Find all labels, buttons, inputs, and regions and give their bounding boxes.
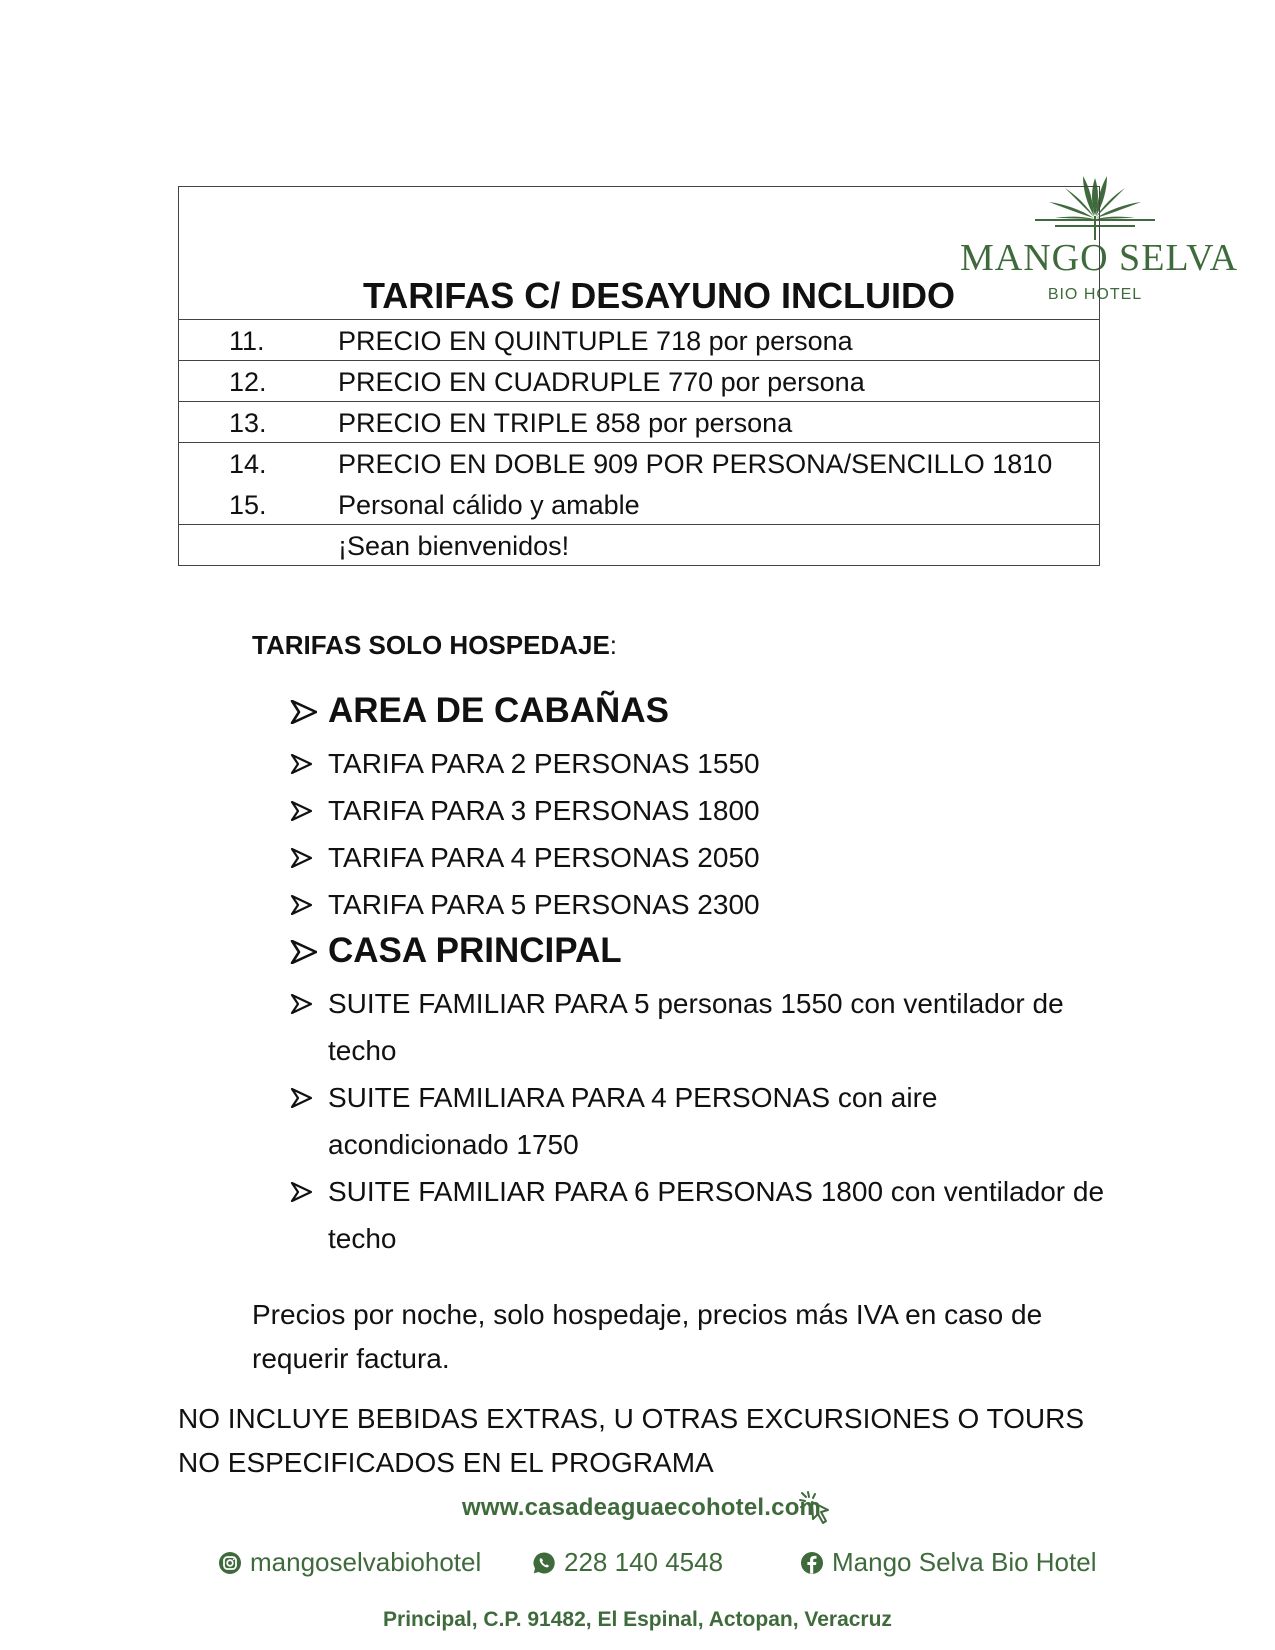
row-number: 11. [229, 326, 265, 356]
welcome-row [179, 525, 1099, 565]
instagram-handle: mangoselvabiohotel [250, 1547, 482, 1577]
list-item-text: TARIFA PARA 3 PERSONAS 1800 [328, 795, 760, 826]
cabins-heading-text: AREA DE CABAÑAS [328, 691, 669, 730]
row-text: Personal cálido y amable [338, 490, 640, 520]
prices-note: Precios por noche, solo hospedaje, precios más IVA en caso de requerir factura. [252, 1299, 1043, 1374]
instagram-icon [218, 1551, 242, 1575]
list-item-text: SUITE FAMILIAR PARA 5 personas 1550 con ventilador de techo [328, 988, 1064, 1066]
lodging-label-text: TARIFAS SOLO HOSPEDAJE [252, 630, 610, 660]
list-item [290, 787, 1110, 834]
phone-number: 228 140 4548 [564, 1547, 724, 1577]
list-item [290, 740, 1110, 787]
arrow-bullet-icon [290, 940, 317, 964]
list-item [290, 834, 1110, 881]
table-title-row [179, 187, 1099, 320]
row-number: 12. [229, 367, 267, 397]
welcome-text: ¡Sean bienvenidos! [338, 531, 570, 561]
breakfast-rates-table [178, 186, 1100, 566]
cabins-heading [290, 688, 1110, 734]
row-text: PRECIO EN QUINTUPLE 718 por persona [338, 326, 853, 356]
address: Principal, C.P. 91482, El Espinal, Actopan, Veracruz [383, 1608, 892, 1631]
phone-link[interactable] [532, 1547, 723, 1578]
arrow-bullet-icon [290, 848, 312, 868]
list-item-text: SUITE FAMILIAR PARA 6 PERSONAS 1800 con ventilador de techo [328, 1176, 1105, 1254]
list-item-text: TARIFA PARA 2 PERSONAS 1550 [328, 748, 760, 779]
arrow-bullet-icon [290, 754, 312, 774]
row-number: 15. [229, 490, 267, 520]
list-item [290, 980, 1110, 1074]
logo-name: MANGO SELVA [960, 237, 1239, 279]
arrow-bullet-icon [290, 994, 312, 1014]
list-item [290, 1074, 1110, 1168]
cursor-click-icon [798, 1490, 836, 1526]
main-house-heading-text: CASA PRINCIPAL [328, 931, 622, 970]
lodging-section-label [252, 630, 617, 661]
lodging-rate-list [290, 688, 1110, 1262]
lodging-label-colon: : [609, 630, 618, 660]
logo-subtitle: BIO HOTEL [1047, 286, 1143, 303]
table-row [179, 320, 1099, 361]
arrow-bullet-icon [290, 1088, 312, 1108]
list-item-text: TARIFA PARA 4 PERSONAS 2050 [328, 842, 760, 873]
table-row [179, 361, 1099, 402]
arrow-bullet-icon [290, 801, 312, 821]
list-item-text: TARIFA PARA 5 PERSONAS 2300 [328, 889, 760, 920]
table-row [179, 484, 1099, 525]
exclusions-note: NO INCLUYE BEBIDAS EXTRAS, U OTRAS EXCURSIONES O TOURS NO ESPECIFICADOS EN EL PROGRAMA [178, 1403, 1085, 1478]
arrow-bullet-icon [290, 1182, 312, 1202]
instagram-link[interactable] [218, 1547, 481, 1578]
arrow-bullet-icon [290, 895, 312, 915]
list-item [290, 1168, 1110, 1262]
facebook-icon [800, 1551, 824, 1575]
list-item-text: SUITE FAMILIARA PARA 4 PERSONAS con aire acondicionado 1750 [328, 1082, 938, 1160]
table-title: TARIFAS C/ DESAYUNO INCLUIDO [362, 275, 956, 316]
row-number: 13. [229, 408, 267, 438]
facebook-page-name: Mango Selva Bio Hotel [832, 1547, 1097, 1577]
facebook-link[interactable] [800, 1547, 1096, 1578]
website-link[interactable]: www.casadeaguaecohotel.com [462, 1494, 822, 1521]
row-text: PRECIO EN TRIPLE 858 por persona [338, 408, 793, 438]
table-row [179, 402, 1099, 443]
list-item [290, 881, 1110, 928]
row-number: 14. [229, 449, 267, 479]
whatsapp-icon [532, 1551, 556, 1575]
main-house-heading [290, 928, 1110, 974]
row-text: PRECIO EN DOBLE 909 POR PERSONA/SENCILLO 1810 [338, 449, 1053, 479]
arrow-bullet-icon [290, 700, 317, 724]
table-row [179, 443, 1099, 484]
row-text: PRECIO EN CUADRUPLE 770 por persona [338, 367, 865, 397]
